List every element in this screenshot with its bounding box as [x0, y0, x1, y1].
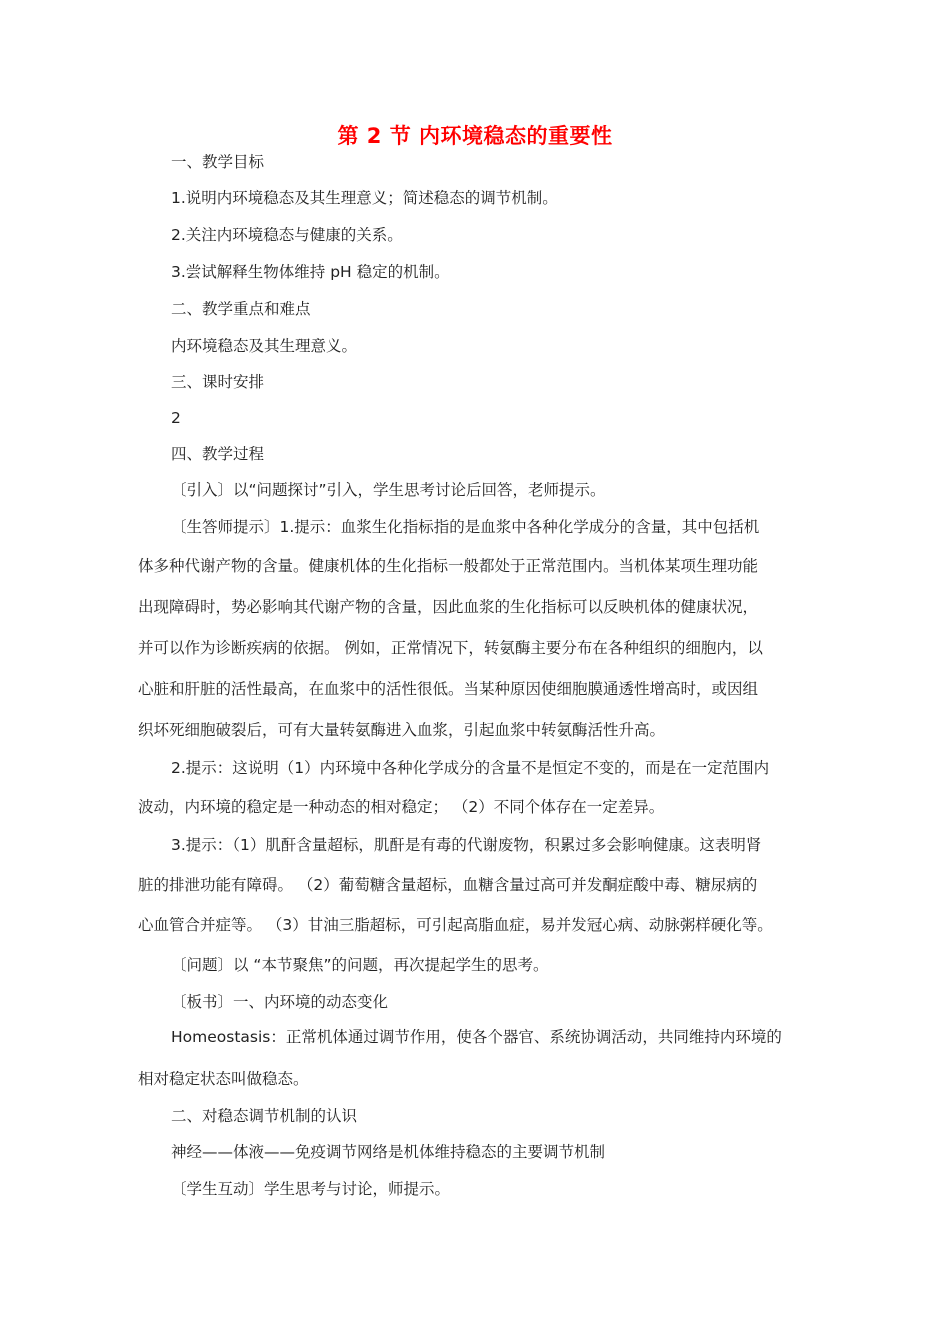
hint-3-line: 脏的排泄功能有障碍。 （2）葡萄糖含量超标，血糖含量过高可并发酮症酸中毒、糖尿病的: [138, 876, 758, 894]
page-title: 第 2 节 内环境稳态的重要性: [337, 124, 613, 148]
intro-paragraph: 〔引入〕以“问题探讨”引入，学生思考讨论后回答，老师提示。: [171, 481, 606, 499]
heading-teaching-goals: 一、教学目标: [171, 153, 265, 171]
hint-2-line: 波动，内环境的稳定是一种动态的相对稳定； （2）不同个体存在一定差异。: [138, 798, 665, 816]
homeostasis-definition: Homeostasis：正常机体通过调节作用，使各个器官、系统协调活动，共同维持内环境的: [171, 1028, 782, 1046]
regulation-network-text: 神经——体液——免疫调节网络是机体维持稳态的主要调节机制: [171, 1143, 606, 1161]
hint-1-line: 心脏和肝脏的活性最高，在血浆中的活性很低。当某种原因使细胞膜通透性增高时，或因组: [138, 680, 759, 698]
heading-key-points: 二、教学重点和难点: [171, 300, 311, 318]
hint-1-line: 〔生答师提示〕1.提示：血浆生化指标指的是血浆中各种化学成分的含量，其中包括机: [171, 518, 760, 536]
homeostasis-definition-cont: 相对稳定状态叫做稳态。: [138, 1070, 309, 1088]
hint-3-line: 心血管合并症等。 （3）甘油三脂超标，可引起高脂血症，易并发冠心病、动脉粥样硬化等。: [138, 916, 773, 934]
goal-item-3: 3.尝试解释生物体维持 pH 稳定的机制。: [171, 263, 450, 281]
heading-schedule: 三、课时安排: [171, 373, 265, 391]
question-paragraph: 〔问题〕以 “本节聚焦”的问题，再次提起学生的思考。: [171, 956, 549, 974]
goal-item-1: 1.说明内环境稳态及其生理意义；简述稳态的调节机制。: [171, 189, 558, 207]
key-points-text: 内环境稳态及其生理意义。: [171, 337, 358, 355]
board-heading-2: 二、对稳态调节机制的认识: [171, 1107, 358, 1125]
schedule-value: 2: [171, 409, 181, 427]
hint-2-line: 2.提示：这说明（1）内环境中各种化学成分的含量不是恒定不变的，而是在一定范围内: [171, 759, 770, 777]
hint-1-line: 体多种代谢产物的含量。健康机体的生化指标一般都处于正常范围内。当机体某项生理功能: [138, 557, 759, 575]
heading-teaching-process: 四、教学过程: [171, 445, 265, 463]
goal-item-2: 2.关注内环境稳态与健康的关系。: [171, 226, 403, 244]
hint-1-line: 出现障碍时，势必影响其代谢产物的含量，因此血浆的生化指标可以反映机体的健康状况，: [138, 598, 759, 616]
hint-3-line: 3.提示：（1）肌酐含量超标，肌酐是有毒的代谢废物，积累过多会影响健康。这表明肾: [171, 836, 762, 854]
board-heading-1: 〔板书〕一、内环境的动态变化: [171, 993, 389, 1011]
student-interaction: 〔学生互动〕学生思考与讨论，师提示。: [171, 1180, 451, 1198]
hint-1-line: 并可以作为诊断疾病的依据。 例如，正常情况下，转氨酶主要分布在各种组织的细胞内，以: [138, 639, 763, 657]
hint-1-line: 织坏死细胞破裂后，可有大量转氨酶进入血浆，引起血浆中转氨酶活性升高。: [138, 721, 666, 739]
